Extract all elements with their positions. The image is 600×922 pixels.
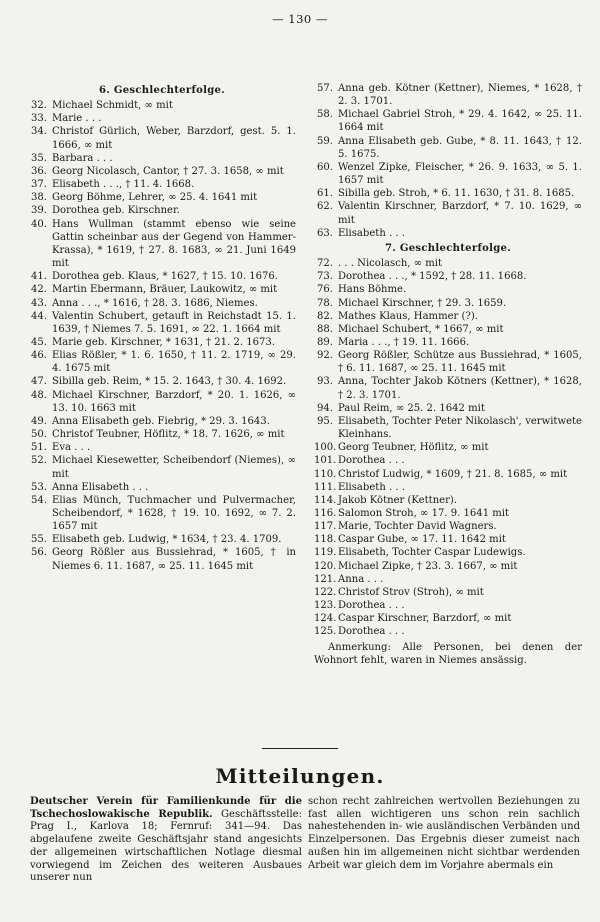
entry-number: 32. (31, 100, 47, 112)
entry-text: Georg Nicolasch, Cantor, † 27. 3. 1658, ∞ mit (52, 165, 284, 177)
list-item (314, 415, 582, 441)
entry-number: 41. (31, 271, 47, 283)
entry-number: 118. (314, 534, 337, 546)
entry-number: 53. (31, 481, 47, 493)
list-item (314, 323, 582, 336)
list-item (314, 135, 582, 161)
entry-number: 49. (31, 415, 47, 427)
entry-text: Dorothea . . . (338, 600, 405, 612)
entry-text: Salomon Stroh, ∞ 17. 9. 1641 mit (338, 508, 510, 519)
entry-number: 60. (317, 161, 333, 173)
entry-number: 94. (317, 402, 333, 414)
entry-number: 33. (31, 113, 47, 125)
entry-text: Dorothea geb. Klaus, * 1627, † 15. 10. 1676. (52, 271, 279, 283)
list-item (28, 441, 296, 454)
list-item (28, 428, 296, 441)
page-number: — 130 — (272, 12, 328, 26)
left-column (28, 82, 296, 573)
list-item (28, 218, 296, 271)
entry-number: 52. (31, 455, 47, 467)
entry-number: 39. (31, 205, 47, 217)
entry-text: Anna . . . (338, 573, 384, 585)
entry-number: 78. (317, 297, 333, 309)
entry-number: 95. (317, 415, 333, 427)
list-item (314, 283, 582, 296)
list-item (28, 125, 296, 151)
entry-text: Michael Gabriel Stroh, * 29. 4. 1642, ∞ 25. 11. 1664 mit (338, 109, 582, 134)
entry-text: Anna geb. Kötner (Kettner), Niemes, * 1628, † 2. 3. 1701. (338, 83, 582, 108)
body-column-left (30, 796, 302, 885)
entry-text: Georg Böhme, Lehrer, ∞ 25. 4. 1641 mit (52, 192, 258, 204)
list-item (314, 161, 582, 187)
entry-number: 73. (317, 271, 333, 283)
list-item (314, 599, 582, 612)
entry-number: 48. (31, 389, 47, 401)
list-item (28, 454, 296, 480)
left-entry-list (28, 99, 296, 573)
list-item (314, 586, 582, 599)
list-item (314, 349, 582, 375)
entry-number: 120. (314, 560, 337, 572)
entry-text: Elisabeth . . ., † 11. 4. 1668. (52, 179, 195, 191)
entry-text: Christof Strov (Stroh), ∞ mit (338, 586, 484, 598)
list-item (314, 520, 582, 533)
list-item (28, 297, 296, 310)
section-title-7: 7. Geschlechterfolge. (384, 242, 512, 254)
entry-text: Christof Ludwig, * 1609, † 21. 8. 1685, ∞ mit (338, 468, 568, 480)
entry-text: Paul Reim, ∞ 25. 2. 1642 mit (338, 402, 485, 414)
list-item (314, 187, 582, 200)
entry-number: 45. (31, 336, 47, 348)
list-item (28, 112, 296, 125)
list-item (28, 178, 296, 191)
entry-number: 117. (314, 521, 337, 533)
entry-text: . . . Nicolasch, ∞ mit (338, 258, 443, 270)
list-item (28, 415, 296, 428)
entry-text: Elisabeth, Tochter Caspar Ludewigs. (338, 547, 526, 559)
entry-text: Caspar Kirschner, Barzdorf, ∞ mit (338, 613, 512, 625)
entry-text: Christof Gürlich, Weber, Barzdorf, gest. 5. 1. 1666, ∞ mit (52, 126, 296, 151)
list-item (314, 82, 582, 108)
right-entry-list-b (314, 257, 582, 639)
body-column-right: schon recht zahlreichen wertvollen Beziehungen zu fast allen wichtigeren uns schon rein sachlich nahestehenden in- wie ausländischen Verbänden und Einzelpersonen. Das Ergebnis dieser zumeist nach außen hin im allgemeinen nicht sichtbar werdenden Arbeit war gleich dem im Vorjahre abermals ein (308, 796, 580, 871)
entry-text: Elisabeth geb. Ludwig, * 1634, † 23. 4. 1709. (52, 534, 282, 546)
entry-number: 76. (317, 284, 333, 296)
section-title-6: 6. Geschlechterfolge. (98, 85, 226, 96)
list-item (28, 152, 296, 165)
entry-number: 116. (314, 508, 337, 519)
entry-text: Michael Kirschner, † 29. 3. 1659. (338, 297, 507, 309)
entry-text: Maria . . ., † 19. 11. 1666. (338, 336, 470, 348)
list-item (314, 375, 582, 401)
entry-number: 88. (317, 323, 333, 335)
entry-number: 35. (31, 152, 47, 164)
entry-text: Caspar Gube, ∞ 17. 11. 1642 mit (338, 534, 506, 546)
entry-number: 51. (31, 442, 47, 454)
list-item (314, 336, 582, 349)
entry-text: Dorothea . . ., * 1592, † 28. 11. 1668. (338, 271, 527, 283)
entry-number: 54. (31, 494, 47, 506)
list-item (28, 546, 296, 572)
list-item (314, 257, 582, 270)
right-entry-list-a (314, 82, 582, 240)
section-heading: Mitteilungen. (215, 764, 385, 788)
entry-number: 61. (317, 188, 333, 200)
entry-number: 122. (314, 586, 337, 598)
entry-number: 82. (317, 310, 333, 322)
list-item (314, 270, 582, 283)
entry-text: Michael Kiesewetter, Scheibendorf (Niemes), ∞ mit (52, 455, 296, 480)
entry-number: 43. (31, 297, 47, 309)
entry-text: Georg Teubner, Höflitz, ∞ mit (338, 442, 489, 454)
entry-text: Anna Elisabeth . . . (52, 481, 149, 493)
entry-number: 111. (314, 481, 337, 493)
list-item (28, 336, 296, 349)
entry-text: Barbara . . . (52, 152, 113, 164)
entry-text: Hans Böhme. (338, 284, 407, 296)
right-column (314, 82, 582, 667)
list-item (314, 546, 582, 559)
list-item (28, 494, 296, 533)
entry-number: 46. (31, 350, 47, 362)
entry-number: 47. (31, 376, 47, 388)
entry-text: Anna . . ., * 1616, † 28. 3. 1686, Niemes. (52, 297, 258, 309)
list-item (28, 349, 296, 375)
entry-number: 40. (31, 218, 47, 230)
divider-rule (262, 748, 338, 749)
entry-text: Marie . . . (52, 113, 102, 125)
entry-text: Anna Elisabeth geb. Fiebrig, * 29. 3. 1643. (52, 415, 270, 427)
entry-text: Marie geb. Kirschner, * 1631, † 21. 2. 1673. (52, 336, 276, 348)
entry-number: 57. (317, 83, 333, 94)
entry-number: 37. (31, 179, 47, 191)
entry-text: Sibilla geb. Stroh, * 6. 11. 1630, † 31. 8. 1685. (338, 188, 575, 200)
entry-number: 110. (314, 468, 337, 480)
footnote: Anmerkung: Alle Personen, bei denen der Wohnort fehlt, waren in Niemes ansässig. (314, 641, 582, 666)
entry-text: Dorothea . . . (338, 626, 405, 638)
list-item (314, 533, 582, 546)
entry-number: 124. (314, 613, 337, 625)
list-item (314, 441, 582, 454)
list-item (28, 270, 296, 283)
list-item (314, 200, 582, 226)
entry-text: Valentin Kirschner, Barzdorf, * 7. 10. 1629, ∞ mit (338, 201, 582, 226)
entry-text: Michael Schubert, * 1667, ∞ mit (338, 323, 504, 335)
entry-number: 62. (317, 201, 333, 213)
list-item (314, 108, 582, 134)
entry-text: Sibilla geb. Reim, * 15. 2. 1643, † 30. 4. 1692. (52, 376, 287, 388)
list-item (314, 454, 582, 467)
entry-text: Elias Rößler, * 1. 6. 1650, † 11. 2. 1719, ∞ 29. 4. 1675 mit (52, 350, 296, 375)
entry-text: Georg Rößler aus Bussiehrad, * 1605, † in Niemes 6. 11. 1687, ∞ 25. 11. 1645 mit (52, 547, 296, 572)
entry-number: 121. (314, 573, 337, 585)
entry-text: Michael Zipke, † 23. 3. 1667, ∞ mit (338, 560, 518, 572)
list-item (314, 560, 582, 573)
list-item (28, 533, 296, 546)
entry-text: Mathes Klaus, Hammer (?). (338, 310, 478, 322)
list-item (28, 283, 296, 296)
entry-text: Christof Teubner, Höflitz, * 18. 7. 1626, ∞ mit (52, 429, 285, 441)
entry-text: Dorothea geb. Kirschner. (52, 205, 180, 217)
entry-text: Georg Rößler, Schütze aus Bussiehrad, * 1605, † 6. 11. 1687, ∞ 25. 11. 1645 mit (338, 350, 582, 375)
list-item (314, 507, 582, 520)
entry-number: 100. (314, 442, 337, 454)
entry-text: Valentin Schubert, getauft in Reichstadt 15. 1. 1639, † Niemes 7. 5. 1691, ∞ 22. 1. 1664 mit (52, 310, 296, 335)
entry-number: 114. (314, 494, 337, 506)
entry-number: 72. (317, 258, 333, 270)
entry-number: 119. (314, 547, 337, 559)
entry-number: 55. (31, 534, 47, 546)
entry-text: Anna, Tochter Jakob Kötners (Kettner), * 1628, † 2. 3. 1701. (338, 376, 582, 401)
entry-text: Wenzel Zipke, Fleischer, * 26. 9. 1633, ∞ 5. 1. 1657 mit (338, 161, 582, 187)
list-item (28, 389, 296, 415)
entry-text: Michael Kirschner, Barzdorf, * 20. 1. 1626, ∞ 13. 10. 1663 mit (52, 389, 296, 414)
list-item (314, 297, 582, 310)
entry-text: Marie, Tochter David Wagners. (338, 521, 497, 533)
entry-text: Elias Münch, Tuchmacher und Pulvermacher, Scheibendorf, * 1628, † 19. 10. 1692, ∞ 7. 2. 1657 mit (52, 494, 296, 533)
body-lead: Deutscher Verein für Familienkunde für die Tschechoslowakische Republik. (30, 796, 302, 820)
entry-number: 36. (31, 165, 47, 177)
entry-number: 59. (317, 135, 333, 147)
entry-number: 125. (314, 626, 337, 638)
list-item (314, 468, 582, 481)
list-item (28, 165, 296, 178)
entry-number: 38. (31, 192, 47, 204)
entry-number: 34. (31, 126, 47, 138)
list-item (314, 573, 582, 586)
list-item (314, 310, 582, 323)
entry-number: 50. (31, 429, 47, 441)
entry-number: 44. (31, 310, 47, 322)
entry-text: Elisabeth, Tochter Peter Nikolasch', verwitwete Kleinhans. (338, 415, 582, 441)
list-item (28, 99, 296, 112)
entry-number: 93. (317, 376, 333, 388)
list-item (314, 227, 582, 240)
entry-text: Hans Wullman (stammt ebenso wie seine Gattin scheinbar aus der Gegend von Hammer-Krassa), * 1619, † 27. 8. 1683, ∞ 21. Juni 1649 mit (52, 218, 296, 270)
entry-number: 101. (314, 455, 337, 467)
list-item (28, 375, 296, 388)
list-item (314, 625, 582, 638)
entry-text: Dorothea . . . (338, 455, 405, 467)
list-item (28, 204, 296, 217)
entry-number: 92. (317, 350, 333, 362)
entry-number: 56. (31, 547, 47, 559)
entry-number: 58. (317, 109, 333, 121)
entry-text: Anna Elisabeth geb. Gube, * 8. 11. 1643, † 12. 5. 1675. (338, 135, 582, 160)
list-item (28, 481, 296, 494)
list-item (28, 191, 296, 204)
list-item (314, 612, 582, 625)
entry-text: Eva . . . (52, 442, 91, 454)
entry-text: Elisabeth . . . (338, 227, 405, 239)
list-item (28, 310, 296, 336)
entry-number: 89. (317, 336, 333, 348)
entry-number: 63. (317, 227, 333, 239)
entry-text: Elisabeth . . . (338, 481, 405, 493)
list-item (314, 481, 582, 494)
body-left-text: Geschäftsstelle: Prag I., Karlova 18; Fernruf: 341—94. Das abgelaufene zweite Geschäftsjahr stand angesichts der allgemeinen wirtschaftlichen Notlage diesmal vorwiegend im Zeichen des weiteren Ausbaues unserer nun (30, 808, 303, 884)
entry-text: Michael Schmidt, ∞ mit (52, 100, 173, 112)
entry-number: 42. (31, 284, 47, 296)
entry-number: 123. (314, 600, 337, 612)
list-item (314, 402, 582, 415)
list-item (314, 494, 582, 507)
entry-text: Martin Ebermann, Bräuer, Laukowitz, ∞ mit (52, 284, 278, 296)
entry-text: Jakob Kötner (Kettner). (338, 494, 458, 506)
